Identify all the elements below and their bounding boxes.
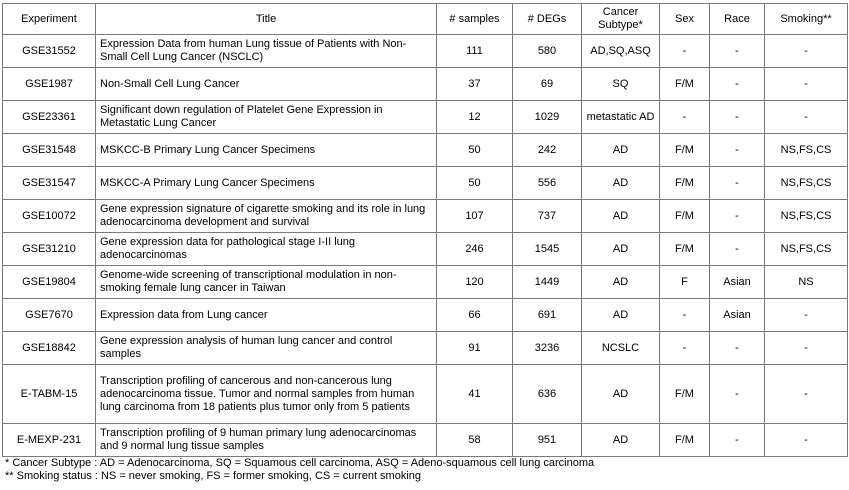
- cell-race: Asian: [710, 299, 765, 332]
- cell-experiment: GSE31210: [3, 233, 96, 266]
- header-title: Title: [96, 4, 437, 35]
- cell-samples: 50: [437, 134, 513, 167]
- cell-degs: 1449: [513, 266, 582, 299]
- cell-smoking: -: [765, 424, 848, 457]
- header-race: Race: [710, 4, 765, 35]
- cell-subtype: AD: [582, 233, 660, 266]
- cell-degs: 580: [513, 35, 582, 68]
- cell-title: Non-Small Cell Lung Cancer: [96, 68, 437, 101]
- cell-subtype: metastatic AD: [582, 101, 660, 134]
- cell-sex: F/M: [660, 134, 710, 167]
- cell-samples: 50: [437, 167, 513, 200]
- cell-experiment: GSE10072: [3, 200, 96, 233]
- cell-subtype: AD: [582, 134, 660, 167]
- cell-smoking: -: [765, 299, 848, 332]
- cell-degs: 556: [513, 167, 582, 200]
- cell-experiment: GSE31548: [3, 134, 96, 167]
- cell-samples: 111: [437, 35, 513, 68]
- cell-degs: 3236: [513, 332, 582, 365]
- cell-samples: 41: [437, 365, 513, 424]
- cell-title: Gene expression signature of cigarette smoking and its role in lung adenocarcinoma development and survival: [96, 200, 437, 233]
- cell-samples: 12: [437, 101, 513, 134]
- cell-smoking: -: [765, 68, 848, 101]
- cell-samples: 120: [437, 266, 513, 299]
- cell-race: -: [710, 365, 765, 424]
- cell-sex: -: [660, 299, 710, 332]
- cell-smoking: NS,FS,CS: [765, 233, 848, 266]
- cell-subtype: SQ: [582, 68, 660, 101]
- header-row: [3, 4, 848, 35]
- cell-title: Genome-wide screening of transcriptional modulation in non-smoking female lung cancer in Taiwan: [96, 266, 437, 299]
- cell-degs: 737: [513, 200, 582, 233]
- cell-race: -: [710, 101, 765, 134]
- cell-experiment: GSE19804: [3, 266, 96, 299]
- cell-title: Expression Data from human Lung tissue of Patients with Non-Small Cell Lung Cancer (NSCLC): [96, 35, 437, 68]
- cell-title: Gene expression data for pathological stage I-II lung adenocarcinomas: [96, 233, 437, 266]
- cell-race: -: [710, 424, 765, 457]
- cell-smoking: -: [765, 365, 848, 424]
- cell-experiment: GSE31552: [3, 35, 96, 68]
- cell-title: MSKCC-A Primary Lung Cancer Specimens: [96, 167, 437, 200]
- cell-samples: 66: [437, 299, 513, 332]
- cell-experiment: GSE1987: [3, 68, 96, 101]
- cell-sex: -: [660, 35, 710, 68]
- cell-degs: 691: [513, 299, 582, 332]
- table-row: [3, 299, 848, 332]
- cell-subtype: AD: [582, 266, 660, 299]
- footnotes: [5, 457, 594, 483]
- cell-experiment: E-MEXP-231: [3, 424, 96, 457]
- header-samples: # samples: [437, 4, 513, 35]
- cell-sex: F/M: [660, 68, 710, 101]
- cell-title: Gene expression analysis of human lung cancer and control samples: [96, 332, 437, 365]
- cell-experiment: GSE31547: [3, 167, 96, 200]
- cell-degs: 1029: [513, 101, 582, 134]
- footnote-smoking: ** Smoking status : NS = never smoking, FS = former smoking, CS = current smoking: [5, 470, 422, 482]
- footnote-subtype: * Cancer Subtype : AD = Adenocarcinoma, SQ = Squamous cell carcinoma, ASQ = Adeno-squamous cell lung carcinoma: [5, 457, 595, 469]
- cell-smoking: NS,FS,CS: [765, 167, 848, 200]
- cell-title: Significant down regulation of Platelet Gene Expression in Metastatic Lung Cancer: [96, 101, 437, 134]
- table-row: [3, 167, 848, 200]
- cell-sex: -: [660, 332, 710, 365]
- cell-subtype: AD: [582, 299, 660, 332]
- cell-sex: F: [660, 266, 710, 299]
- cell-sex: F/M: [660, 233, 710, 266]
- cell-smoking: NS: [765, 266, 848, 299]
- cell-smoking: NS,FS,CS: [765, 134, 848, 167]
- table-row: [3, 101, 848, 134]
- cell-subtype: AD: [582, 167, 660, 200]
- cell-sex: F/M: [660, 365, 710, 424]
- cell-sex: -: [660, 101, 710, 134]
- table-row: [3, 424, 848, 457]
- cell-sex: F/M: [660, 167, 710, 200]
- table-row: [3, 134, 848, 167]
- header-subtype: Cancer Subtype*: [582, 4, 660, 35]
- header-smoking: Smoking**: [765, 4, 848, 35]
- cell-title: Transcription profiling of 9 human primary lung adenocarcinomas and 9 normal lung tissue samples: [96, 424, 437, 457]
- table-body: [3, 35, 848, 457]
- cell-experiment: GSE7670: [3, 299, 96, 332]
- table-row: [3, 266, 848, 299]
- cell-subtype: AD: [582, 200, 660, 233]
- cell-samples: 37: [437, 68, 513, 101]
- cell-race: -: [710, 134, 765, 167]
- cell-sex: F/M: [660, 200, 710, 233]
- cell-race: -: [710, 332, 765, 365]
- cell-race: -: [710, 35, 765, 68]
- table-row: [3, 332, 848, 365]
- cell-samples: 107: [437, 200, 513, 233]
- cell-title: MSKCC-B Primary Lung Cancer Specimens: [96, 134, 437, 167]
- cell-title: Transcription profiling of cancerous and non-cancerous lung adenocarcinoma tissue. Tumor and normal samples from human lung carcinoma from 18 patients plus tumor only from 5 patients: [96, 365, 437, 424]
- cell-samples: 91: [437, 332, 513, 365]
- cell-subtype: AD: [582, 424, 660, 457]
- header-sex: Sex: [660, 4, 710, 35]
- cell-degs: 242: [513, 134, 582, 167]
- cell-race: -: [710, 233, 765, 266]
- cell-samples: 58: [437, 424, 513, 457]
- cell-smoking: -: [765, 332, 848, 365]
- cell-experiment: GSE18842: [3, 332, 96, 365]
- table-row: [3, 200, 848, 233]
- cell-smoking: -: [765, 35, 848, 68]
- dataset-table: [2, 3, 848, 457]
- cell-race: -: [710, 68, 765, 101]
- cell-degs: 1545: [513, 233, 582, 266]
- cell-experiment: E-TABM-15: [3, 365, 96, 424]
- cell-race: Asian: [710, 266, 765, 299]
- cell-degs: 636: [513, 365, 582, 424]
- cell-smoking: NS,FS,CS: [765, 200, 848, 233]
- cell-race: -: [710, 200, 765, 233]
- cell-title: Expression data from Lung cancer: [96, 299, 437, 332]
- table-row: [3, 68, 848, 101]
- cell-degs: 951: [513, 424, 582, 457]
- cell-samples: 246: [437, 233, 513, 266]
- table-row: [3, 35, 848, 68]
- header-experiment: Experiment: [3, 4, 96, 35]
- cell-smoking: -: [765, 101, 848, 134]
- cell-subtype: AD,SQ,ASQ: [582, 35, 660, 68]
- cell-degs: 69: [513, 68, 582, 101]
- cell-race: -: [710, 167, 765, 200]
- table-row: [3, 365, 848, 424]
- cell-subtype: AD: [582, 365, 660, 424]
- header-degs: # DEGs: [513, 4, 582, 35]
- cell-experiment: GSE23361: [3, 101, 96, 134]
- cell-sex: F/M: [660, 424, 710, 457]
- cell-subtype: NCSLC: [582, 332, 660, 365]
- table-row: [3, 233, 848, 266]
